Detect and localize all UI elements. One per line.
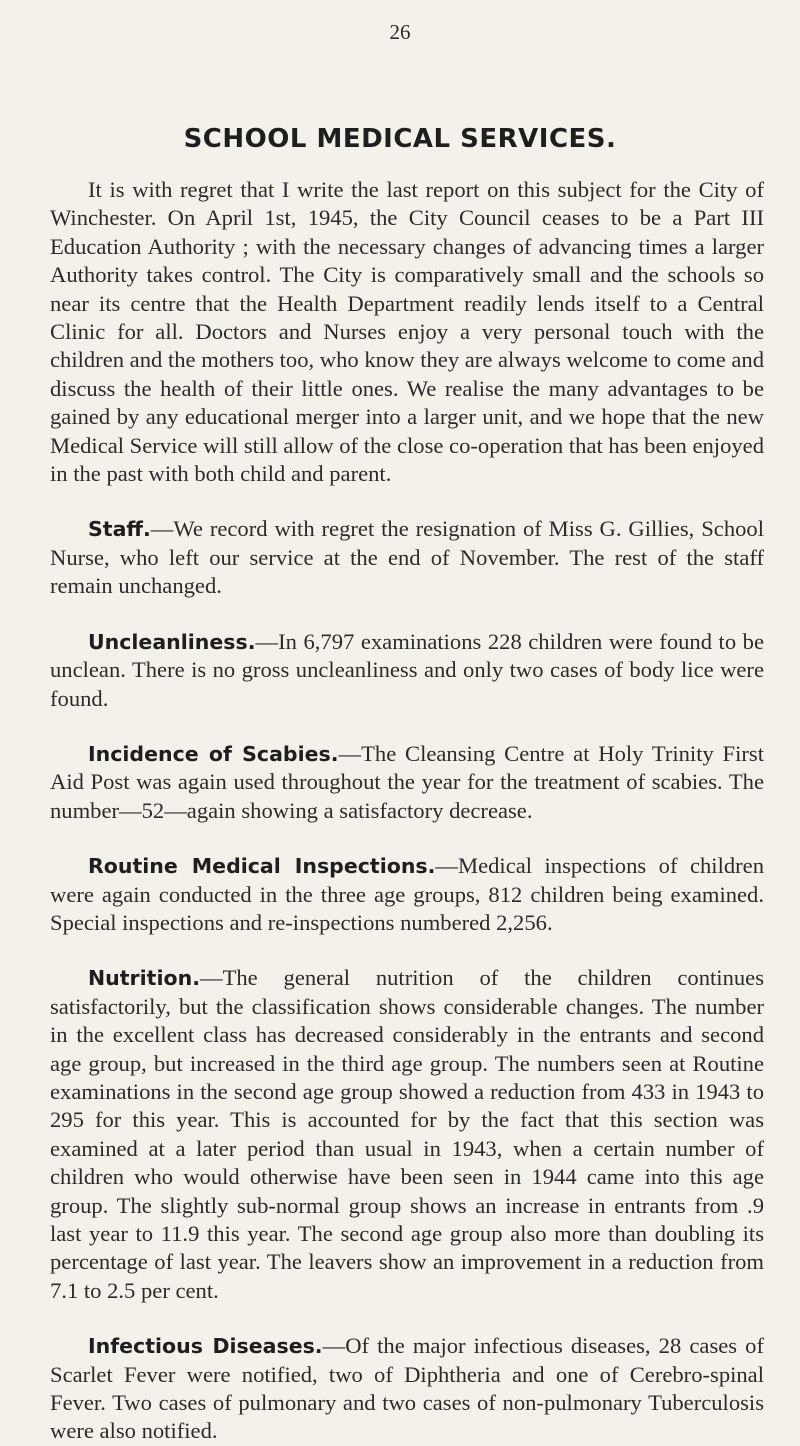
uncleanliness-heading: Uncleanliness. (88, 629, 256, 654)
page-title: SCHOOL MEDICAL SERVICES. (183, 124, 617, 154)
intro-paragraph: It is with regret that I write the last report on this subject for the City of Winchester. On April 1st, 1945, the City Council ceases to be a Part III Education Authority ; with the necessary changes of advancing times a larger Authority takes control. The City is comparatively small and the schools so near its centre that the Health Department readily lends itself to a Central Clinic for all. Doctors and Nurses enjoy a very personal touch with the children and the mothers too, who know they are always welcome to come and discuss the health of their little ones. We realise the many advantages to be gained by any educational merger into a larger unit, and we hope that the new Medical Service will still allow of the close co-operation that has been enjoyed in the past with both child and parent. (50, 177, 764, 487)
staff-text: —We record with regret the resignation of Miss G. Gillies, School Nurse, who left our service at the end of November. The rest of the staff remain unchanged. (50, 516, 764, 599)
nutrition-text: —The general nutrition of the children continues satisfactorily, but the classification shows considerable changes. The number in the excellent class has decreased considerably in the entrants and second age group, but increased in the third age group. The numbers seen at Routine examinations in the second age group showed a reduction from 433 in 1943 to 295 for this year. This is accounted for by the fact that this section was examined at a later period than usual in 1943, when a certain number of children who would otherwise have been seen in 1944 came into this age group. The slightly sub-normal group shows an increase in entrants from .9 last year to 11.9 this year. The second age group also more than doubling its percentage of last year. The leavers show an improvement in a reduction from 7.1 to 2.5 per cent. (50, 965, 764, 1303)
scabies-text: —The Cleansing Centre at Holy Trinity First Aid Post was again used throughout the year for the treatment of scabies. The number—52—again showing a satisfactory decrease. (50, 740, 764, 823)
scabies-paragraph (50, 740, 764, 825)
uncleanliness-text: —In 6,797 examinations 228 children were found to be unclean. There is no gross uncleanliness and only two cases of body lice were found. (50, 628, 764, 711)
staff-paragraph (50, 515, 764, 600)
routine-inspections-heading: Routine Medical Inspections. (88, 854, 436, 879)
infectious-diseases-paragraph (50, 1332, 764, 1446)
infectious-diseases-text: —Of the major infectious diseases, 28 cases of Scarlet Fever were notified, two of Diphtheria and one of Cerebro-spinal Fever. Two cases of pulmonary and two cases of non-pulmonary Tuberculosis were also notified. (50, 1333, 765, 1444)
routine-inspections-paragraph (50, 852, 764, 937)
routine-inspections-text: —Medical inspections of children were again conducted in the three age groups, 812 children being examined. Special inspections and re-inspections numbered 2,256. (50, 853, 764, 935)
infectious-diseases-heading: Infectious Diseases. (88, 1334, 323, 1359)
scabies-heading: Incidence of Scabies. (88, 741, 339, 766)
page-number: 26 (389, 20, 411, 44)
report-body (50, 176, 764, 1446)
uncleanliness-paragraph (50, 628, 764, 713)
nutrition-paragraph (50, 964, 764, 1305)
nutrition-heading: Nutrition. (88, 966, 200, 991)
staff-heading: Staff. (88, 517, 151, 542)
